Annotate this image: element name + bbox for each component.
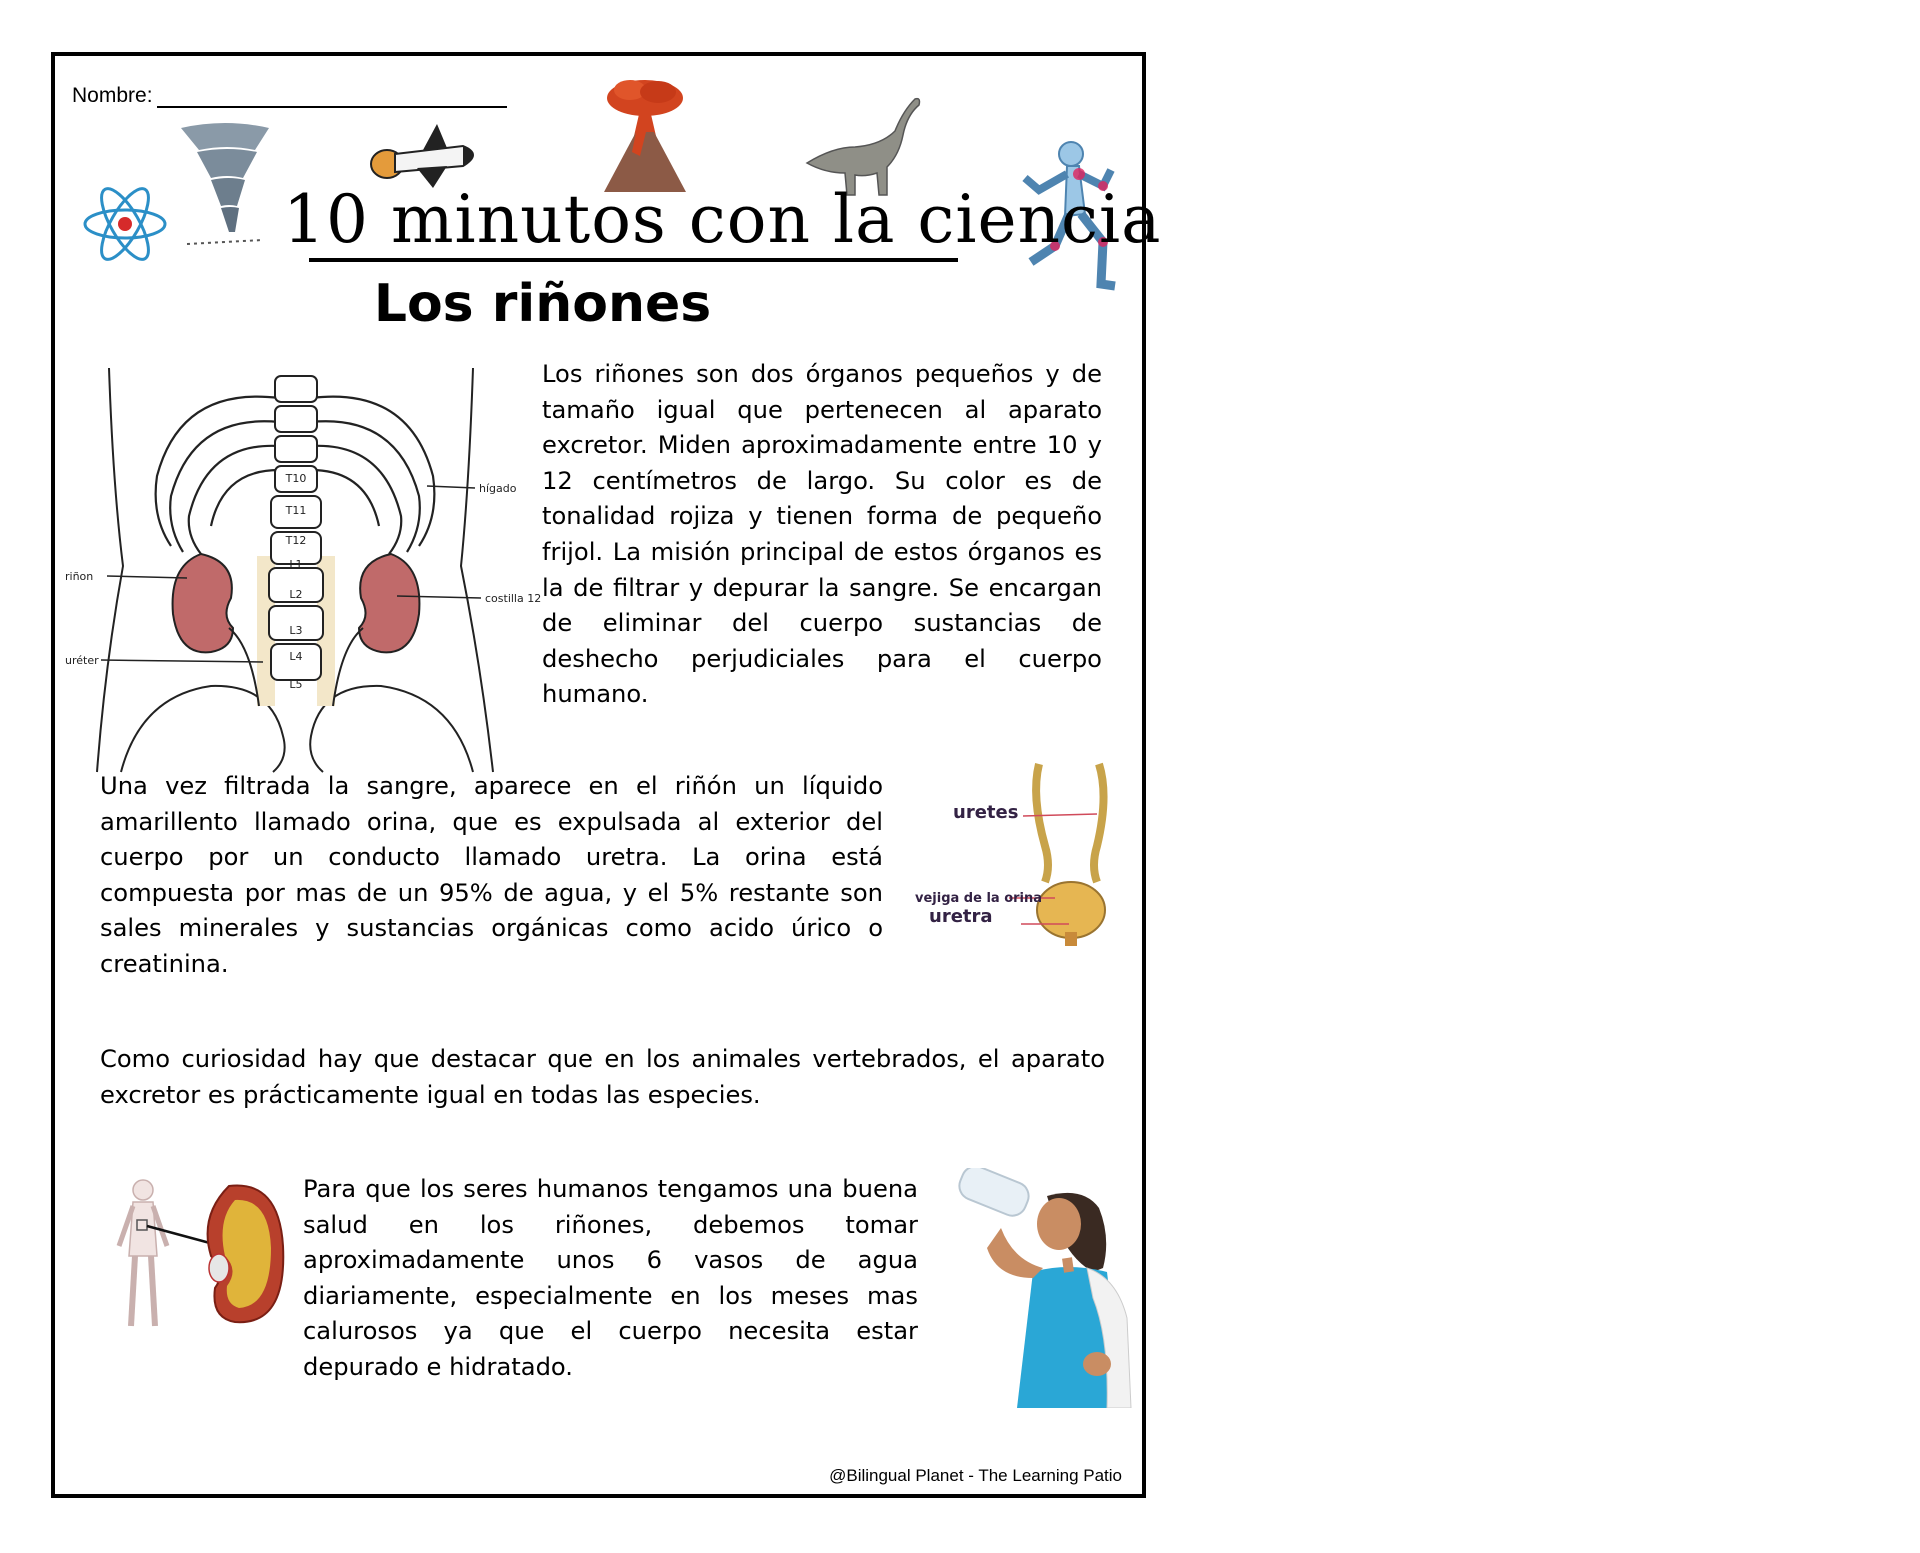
label-urethra: uretra (929, 906, 993, 927)
tornado-icon (177, 120, 273, 250)
label-kidney: riñon (65, 570, 94, 583)
vertebra-label: T12 (285, 534, 307, 547)
atom-icon (81, 184, 169, 264)
worksheet-page (51, 52, 1162, 1498)
vertebra-label: L2 (289, 588, 303, 601)
vertebra-label: L5 (289, 678, 303, 691)
banner-underline (309, 258, 958, 262)
paragraph-4: Para que los seres humanos tengamos una buena salud en los riñones, debemos tomar aproximadamente unos 6 vasos de agua diariamente, especialmente en los meses mas calurosos ya que el cuerpo necesita estar depurado e hidratado. (303, 1175, 918, 1381)
bladder-diagram (911, 756, 1111, 946)
label-rib: costilla 12 (485, 592, 541, 605)
vertebra-label: T11 (285, 504, 307, 517)
girl-drinking-water-illustration (947, 1168, 1137, 1408)
body-kidney-illustration (103, 1176, 293, 1336)
banner-title: 10 minutos con la ciencia (283, 181, 1162, 258)
paragraph-2: Una vez filtrada la sangre, aparece en el riñón un líquido amarillento llamado orina, que es expulsada al exterior del cuerpo por un conducto llamado uretra. La orina está compuesta por mas de un 95% de agua, y el 5% restante son sales minerales y sustancias orgánicas como acido úrico o creatinina. (100, 772, 883, 978)
page-title: Los riñones (373, 274, 712, 334)
vertebra-label: L4 (289, 650, 303, 663)
name-input-line[interactable] (157, 88, 507, 108)
paragraph-3: Como curiosidad hay que destacar que en los animales vertebrados, el aparato excretor es prácticamente igual en todas las especies. (100, 1045, 1105, 1109)
label-ureter: uréter (65, 654, 99, 667)
kidney-anatomy-diagram (61, 366, 541, 776)
vertebra-label: L1 (289, 558, 303, 571)
name-field (72, 84, 507, 108)
label-liver: hígado (479, 482, 517, 495)
label-bladder: vejiga de la orina (915, 891, 1043, 906)
vertebra-label: L3 (289, 624, 303, 637)
volcano-icon (600, 76, 690, 196)
paragraph-1: Los riñones son dos órganos pequeños y de tamaño igual que pertenecen al aparato excretor. Miden aproximadamente entre 10 y 12 centímetros de largo. Su color es de tonalidad rojiza y tienen forma de pequeño frijol. La misión principal de estos órganos es la de filtrar y depurar la sangre. Se encargan de eliminar del cuerpo sustancias de deshecho perjudiciales para el cuerpo humano. (542, 360, 1102, 709)
vertebra-label: T10 (285, 472, 307, 485)
footer-credit: @Bilingual Planet - The Learning Patio (829, 1466, 1122, 1485)
name-label: Nombre: (72, 84, 153, 107)
space-shuttle-icon (367, 118, 487, 190)
label-ureters: uretes (953, 802, 1019, 823)
